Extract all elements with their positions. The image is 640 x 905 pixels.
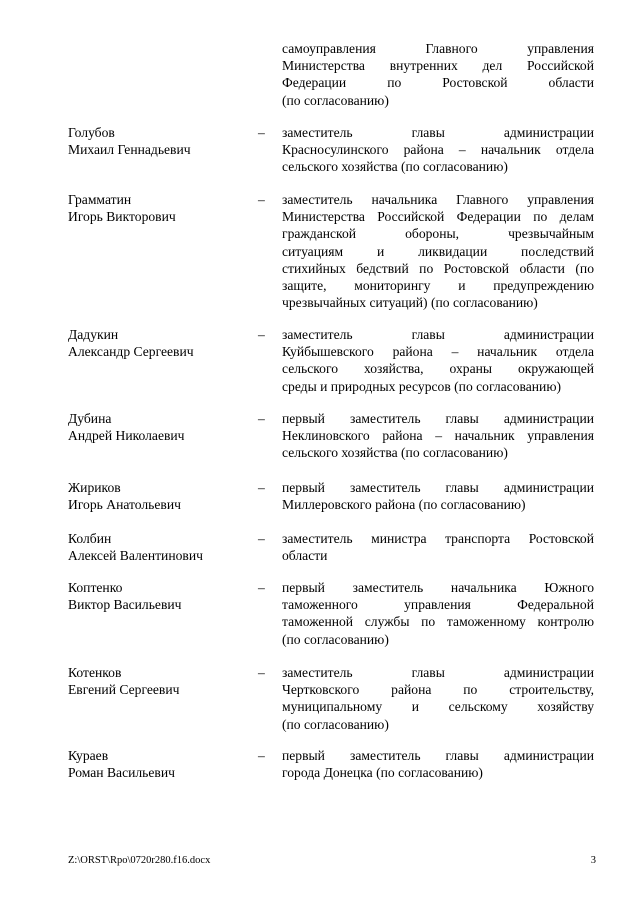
description-line: таможенного управления Федеральной <box>282 597 594 613</box>
description-line: первый заместитель главы администрации <box>282 411 594 426</box>
description-line: Красносулинского района – начальник отдела <box>282 142 594 158</box>
member-given-names: Игорь Викторович <box>68 209 176 225</box>
description-line: ситуациям и ликвидации последствий <box>282 243 594 259</box>
description-line: чрезвычайных ситуаций) (по согласованию) <box>282 295 538 311</box>
description-line: Неклиновского района – начальник управления <box>282 428 594 444</box>
description-line: гражданской обороны, чрезвычайным <box>282 226 594 242</box>
description-line: (по согласованию) <box>282 631 389 647</box>
member-surname: Колбин <box>68 531 112 546</box>
description-line: Министерства Российской Федерации по делам <box>282 209 594 225</box>
description-line: города Донецка (по согласованию) <box>282 765 483 781</box>
description-line: первый заместитель главы администрации <box>282 480 594 495</box>
member-description <box>282 124 594 176</box>
description-line: среды и природных ресурсов (по согласованию) <box>282 378 562 394</box>
member-given-names: Виктор Васильевич <box>68 597 182 613</box>
member-surname: Грамматин <box>68 192 132 207</box>
dash-separator: – <box>258 580 265 595</box>
member-description <box>282 191 594 311</box>
dash-separator: – <box>258 480 265 495</box>
description-line: Миллеровского района (по согласованию) <box>282 497 526 513</box>
footer-file-path: Z:\ORST\Rpo\0720r280.f16.docx <box>68 855 211 866</box>
member-surname: Дубина <box>68 411 112 426</box>
dash-separator: – <box>258 411 265 426</box>
dash-separator: – <box>258 531 265 546</box>
member-name <box>68 664 248 698</box>
member-surname: Коптенко <box>68 580 123 595</box>
member-name <box>68 579 248 613</box>
dash-separator: – <box>258 748 265 763</box>
footer-page-number: 3 <box>590 855 596 866</box>
member-surname: Голубов <box>68 125 115 140</box>
description-line: заместитель главы администрации <box>282 665 594 680</box>
dash-separator: – <box>258 125 265 140</box>
member-name <box>68 326 248 360</box>
member-given-names: Александр Сергеевич <box>68 344 194 360</box>
member-description <box>282 579 594 648</box>
member-surname: Дадукин <box>68 327 119 342</box>
member-description <box>282 326 594 395</box>
description-line: Федерации по Ростовской области <box>282 75 594 91</box>
description-line: (по согласованию) <box>282 716 389 732</box>
description-line: сельского хозяйства (по согласованию) <box>282 445 508 461</box>
description-line: защите, мониторингу и предупреждению <box>282 278 594 294</box>
description-line: сельского хозяйства (по согласованию) <box>282 159 508 175</box>
member-given-names: Алексей Валентинович <box>68 548 203 564</box>
member-description <box>282 530 594 564</box>
description-line: Министерства внутренних дел Российской <box>282 58 594 74</box>
member-description <box>282 410 594 462</box>
member-name <box>68 530 248 564</box>
member-surname: Котенков <box>68 665 122 680</box>
description-line: заместитель министра транспорта Ростовской <box>282 531 594 546</box>
member-surname: Жириков <box>68 480 121 495</box>
description-line: заместитель начальника Главного управления <box>282 192 594 207</box>
member-description <box>282 479 594 513</box>
description-line: таможенной службы по таможенному контролю <box>282 614 594 630</box>
description-line: Куйбышевского района – начальник отдела <box>282 344 594 360</box>
description-line: заместитель главы администрации <box>282 125 594 140</box>
description-line: стихийных бедствий по Ростовской области (по <box>282 260 594 276</box>
member-surname: Кураев <box>68 748 109 763</box>
member-name <box>68 124 248 158</box>
description-line: самоуправления Главного управления <box>282 41 594 56</box>
description-line: муниципальному и сельскому хозяйству <box>282 699 594 715</box>
description-line: первый заместитель главы администрации <box>282 748 594 763</box>
dash-separator: – <box>258 327 265 342</box>
dash-separator: – <box>258 192 265 207</box>
description-line: Чертковского района по строительству, <box>282 682 594 698</box>
member-description <box>282 664 594 733</box>
dash-separator: – <box>258 665 265 680</box>
member-given-names: Михаил Геннадьевич <box>68 142 191 158</box>
member-description <box>282 747 594 781</box>
member-name <box>68 410 248 444</box>
description-line: заместитель главы администрации <box>282 327 594 342</box>
member-name <box>68 191 248 225</box>
member-given-names: Андрей Николаевич <box>68 428 185 444</box>
member-name <box>68 479 248 513</box>
description-line: (по согласованию) <box>282 92 389 108</box>
description-line: первый заместитель начальника Южного <box>282 580 594 595</box>
continuation-description <box>282 40 594 109</box>
member-given-names: Роман Васильевич <box>68 765 175 781</box>
member-given-names: Евгений Сергеевич <box>68 682 180 698</box>
member-given-names: Игорь Анатольевич <box>68 497 181 513</box>
description-line: области <box>282 548 328 564</box>
description-line: сельского хозяйства, охраны окружающей <box>282 361 594 377</box>
member-name <box>68 747 248 781</box>
